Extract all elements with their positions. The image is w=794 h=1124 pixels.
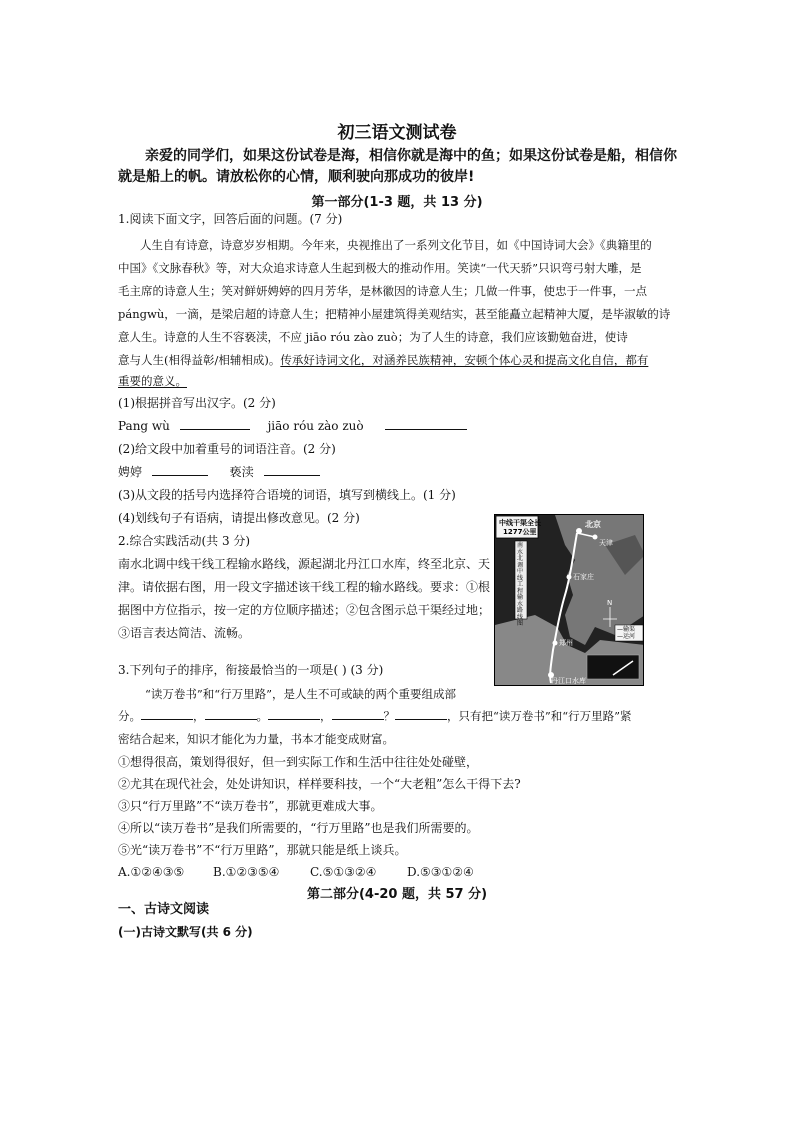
q3-lead-3: 密结合起来，知识才能化为力量，书本才能变成财富。 — [118, 732, 394, 746]
q1-passage-line-6 — [118, 352, 648, 368]
q2-line-4: ③语言表达简洁、流畅。 — [118, 626, 251, 640]
q3-option-d[interactable]: D.⑤③①②④ — [407, 865, 474, 879]
map-legend-2: —运河 — [617, 633, 636, 640]
q3-blank-4[interactable] — [332, 708, 384, 720]
map-north-arrow: N — [607, 599, 613, 607]
part1-heading: 第一部分(1-3 题，共 13 分) — [311, 195, 483, 210]
q1-underlined-sentence: 传承好诗词文化，对涵养民族精神，安顿个体心灵和提高文化自信，都有 — [280, 353, 649, 367]
q3-blank-2[interactable] — [205, 708, 257, 720]
intro-line-1: 亲爱的同学们，如果这份试卷是海，相信你就是海中的鱼；如果这份试卷是船，相信你 — [145, 148, 677, 164]
q1-passage-line-5: 意人生。诗意的人生不容亵渎，不应 jiāo róu zào zuò；为了人生的诗意，我们应该勤勉奋进，使诗 — [118, 330, 628, 344]
q3-item-2: ②尤其在现代社会，处处讲知识，样样要科技，一个“大老粗”怎么干得下去? — [118, 777, 521, 791]
map-label-beijing: 北京 — [585, 520, 601, 529]
q1-passage-line-2: 中国》《文脉春秋》等，对大众追求诗意人生起到极大的推动作用。笑读“一代天骄”只识弯弓射大雕，是 — [118, 261, 642, 275]
q3-item-1: ①想得很高，策划得很好，但一到实际工作和生活中往往处处碰壁， — [118, 755, 479, 769]
q1-pinyin-row — [118, 418, 467, 434]
q3-item-5: ⑤光“读万卷书”不“行万里路”，那就只能是纸上谈兵。 — [118, 843, 407, 857]
page-title: 初三语文测试卷 — [337, 123, 457, 143]
q3-lead-1: “读万卷书”和“行万里路”，是人生不可或缺的两个重要组成部 — [145, 687, 457, 701]
map-box-label-1: 中线干渠全长 — [499, 519, 541, 527]
q1-sub1: (1)根据拼音写出汉字。(2 分) — [118, 396, 276, 410]
map-side-label: 南水北调中线工程输水路线图 — [517, 542, 524, 627]
q3-option-c[interactable]: C.⑤①③②④ — [310, 865, 377, 879]
answer-blank-pingting[interactable] — [152, 464, 208, 476]
map-label-zhengzhou: 郑州 — [559, 639, 573, 647]
q3-blank-1[interactable] — [141, 708, 193, 720]
q2-stem: 2.综合实践活动(共 3 分) — [118, 534, 251, 548]
answer-blank-xiedu[interactable] — [264, 464, 320, 476]
answer-blank-pangwu[interactable] — [180, 418, 250, 430]
q1-underlined-sentence-end: 重要的意义。 — [118, 374, 187, 388]
q1-passage-line-4-text: 一滴，是梁启超的诗意人生；把精神小屋建筑得美观结实，甚至能矗立起精神大厦，是毕淑敏的诗 — [175, 307, 671, 321]
q3-item-3: ③只“行万里路”不“读万卷书”，那就更难成大事。 — [118, 799, 383, 813]
q3-item-4: ④所以“读万卷书”是我们所需要的，“行万里路”也是我们所需要的。 — [118, 821, 479, 835]
q3-lead-2-start: 分。 — [118, 709, 141, 723]
q3-blank-5[interactable] — [395, 708, 447, 720]
q1-sub2: (2)给文段中加着重号的词语注音。(2 分) — [118, 442, 336, 456]
map-label-shijiazhuang: 石家庄 — [573, 573, 594, 581]
q3-blank-3[interactable] — [268, 708, 320, 720]
word-pingting: 娉婷 — [118, 465, 143, 479]
part2-heading: 第二部分(4-20 题，共 57 分) — [306, 887, 488, 902]
intro-line-2: 就是船上的帆。请放松你的心情，顺利驶向那成功的彼岸! — [118, 169, 475, 185]
q2-line-2: 津。请依据右图，用一段文字描述该干线工程的输水路线。要求：①根 — [118, 580, 491, 594]
subsection-recitation: (一)古诗文默写(共 6 分) — [118, 925, 253, 939]
q1-sub3: (3)从文段的括号内选择符合语境的词语，填写到横线上。(1 分) — [118, 488, 456, 502]
q2-line-3: 据图中方位指示，按一定的方位顺序描述；②包含图示总干渠经过地； — [118, 603, 491, 617]
q1-stem: 1.阅读下面文字，回答后面的问题。(7 分) — [118, 212, 343, 226]
pinyin-pangwu: Pang wù — [118, 419, 170, 433]
q1-sub4: (4)划线句子有语病，请提出修改意见。(2 分) — [118, 511, 360, 525]
q1-passage-line-4: pángwù，一滴，是梁启超的诗意人生；把精神小屋建筑得美观结实，甚至能矗立起精神大厦，是毕淑敏的诗 — [118, 307, 671, 321]
map-label-tianjin: 天津 — [599, 539, 613, 547]
word-xiedu: 亵渎 — [229, 465, 254, 479]
q1-passage-line-3: 毛主席的诗意人生；笑对鲜妍娉婷的四月芳华，是林徽因的诗意人生；几做一件事，使忠于一件事，一点 — [118, 284, 647, 298]
q3-option-b[interactable]: B.①②③⑤④ — [213, 865, 280, 879]
map-legend-1: —输渠 — [617, 626, 636, 633]
section-classical-reading: 一、古诗文阅读 — [118, 902, 210, 917]
q2-line-1: 南水北调中线干线工程输水路线，源起湖北丹江口水库，终至北京、天 — [118, 557, 491, 571]
q3-lead-2: 分。 ， 。 ， ？ ，只有把“读万卷书”和“行万里路”紧 — [118, 709, 632, 723]
q3-lead-2-end: 只有把“读万卷书”和“行万里路”紧 — [458, 709, 632, 723]
pinyin-jiaorouzaozuo: jiāo róu zào zuò — [267, 419, 364, 433]
q3-stem: 3.下列句子的排序，衔接最恰当的一项是( ) (3 分) — [118, 663, 384, 677]
q3-option-a[interactable]: A.①②④③⑤ — [118, 865, 185, 879]
q1-passage-plain: 意与人生(相得益彰/相辅相成)。 — [118, 353, 281, 367]
q1-word-row — [118, 464, 320, 480]
q1-passage-line-1: 人生自有诗意，诗意岁岁相期。今年来，央视推出了一系列文化节目，如《中国诗词大会》《典籍里的 — [140, 238, 652, 252]
pangwu-pinyin: pángwù — [118, 307, 165, 321]
map-box-label-2: 1277公里 — [503, 528, 537, 536]
water-route-map — [494, 514, 644, 686]
answer-blank-jiaorouzaozuo[interactable] — [385, 418, 467, 430]
map-label-danjiangkou: 丹江口水库 — [551, 677, 586, 685]
